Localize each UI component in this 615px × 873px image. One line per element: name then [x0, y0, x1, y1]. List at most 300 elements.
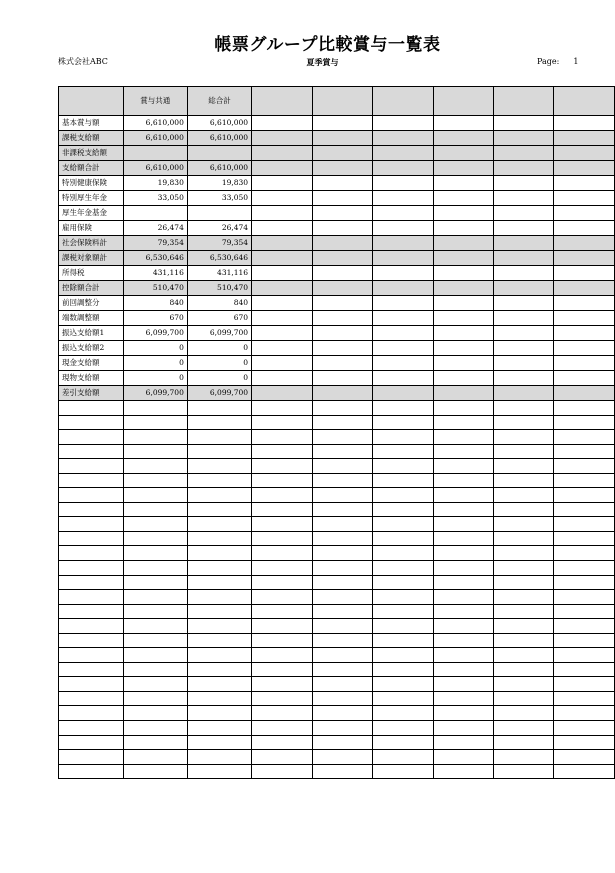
empty-cell: [252, 677, 312, 692]
empty-row: [59, 721, 615, 736]
empty-cell: [433, 662, 493, 677]
row-value: 6,530,646: [123, 251, 187, 266]
empty-cell: [123, 415, 187, 430]
empty-cell: [554, 662, 615, 677]
empty-cell: [59, 721, 124, 736]
empty-cell: [59, 444, 124, 459]
empty-cell: [373, 191, 433, 206]
empty-cell: [494, 459, 554, 474]
table-row: [59, 281, 615, 296]
empty-cell: [373, 311, 433, 326]
empty-row: [59, 691, 615, 706]
empty-cell: [494, 116, 554, 131]
empty-cell: [554, 590, 615, 605]
table-row: [59, 251, 615, 266]
empty-cell: [312, 236, 372, 251]
empty-cell: [554, 415, 615, 430]
empty-cell: [433, 604, 493, 619]
empty-cell: [494, 691, 554, 706]
empty-cell: [123, 473, 187, 488]
empty-row: [59, 619, 615, 634]
empty-cell: [59, 662, 124, 677]
empty-cell: [433, 386, 493, 401]
empty-cell: [494, 281, 554, 296]
empty-cell: [252, 371, 312, 386]
empty-cell: [59, 415, 124, 430]
empty-cell: [187, 502, 251, 517]
empty-row: [59, 473, 615, 488]
empty-cell: [433, 459, 493, 474]
column-header: 総合計: [187, 87, 251, 116]
row-label: 課税支給額: [59, 131, 124, 146]
empty-cell: [554, 236, 615, 251]
empty-cell: [494, 131, 554, 146]
empty-cell: [252, 221, 312, 236]
empty-row: [59, 604, 615, 619]
empty-cell: [187, 677, 251, 692]
empty-cell: [494, 764, 554, 779]
table-row: [59, 356, 615, 371]
empty-cell: [123, 546, 187, 561]
empty-cell: [252, 633, 312, 648]
empty-cell: [433, 677, 493, 692]
row-value: 6,610,000: [123, 116, 187, 131]
empty-cell: [312, 131, 372, 146]
row-label: 現金支給額: [59, 356, 124, 371]
empty-row: [59, 662, 615, 677]
empty-cell: [312, 619, 372, 634]
empty-cell: [554, 430, 615, 445]
empty-row: [59, 648, 615, 663]
table-row: [59, 386, 615, 401]
empty-cell: [554, 386, 615, 401]
empty-cell: [494, 311, 554, 326]
empty-cell: [494, 296, 554, 311]
empty-cell: [554, 575, 615, 590]
empty-cell: [187, 430, 251, 445]
empty-cell: [312, 281, 372, 296]
empty-cell: [252, 341, 312, 356]
column-header: 賞与共通: [123, 87, 187, 116]
empty-cell: [494, 531, 554, 546]
empty-cell: [433, 430, 493, 445]
empty-cell: [252, 691, 312, 706]
empty-cell: [312, 691, 372, 706]
empty-cell: [373, 401, 433, 416]
empty-cell: [187, 706, 251, 721]
empty-cell: [373, 131, 433, 146]
empty-cell: [494, 604, 554, 619]
empty-cell: [123, 604, 187, 619]
empty-cell: [252, 116, 312, 131]
empty-cell: [123, 488, 187, 503]
empty-cell: [252, 206, 312, 221]
empty-cell: [373, 750, 433, 765]
table-row: [59, 371, 615, 386]
empty-cell: [433, 116, 493, 131]
empty-cell: [433, 296, 493, 311]
empty-cell: [373, 356, 433, 371]
empty-cell: [494, 488, 554, 503]
empty-cell: [312, 116, 372, 131]
row-value: 6,610,000: [187, 116, 251, 131]
empty-cell: [312, 326, 372, 341]
empty-cell: [373, 561, 433, 576]
empty-cell: [59, 619, 124, 634]
empty-cell: [373, 619, 433, 634]
empty-cell: [433, 735, 493, 750]
empty-cell: [312, 546, 372, 561]
row-label: 差引支給額: [59, 386, 124, 401]
empty-cell: [494, 251, 554, 266]
empty-cell: [59, 735, 124, 750]
empty-cell: [494, 176, 554, 191]
table-row: [59, 176, 615, 191]
row-value: 510,470: [123, 281, 187, 296]
row-label: 社会保険料計: [59, 236, 124, 251]
empty-cell: [494, 721, 554, 736]
row-value: 6,610,000: [187, 161, 251, 176]
empty-cell: [187, 517, 251, 532]
empty-cell: [187, 662, 251, 677]
empty-cell: [59, 401, 124, 416]
empty-cell: [123, 677, 187, 692]
empty-cell: [433, 706, 493, 721]
empty-cell: [433, 691, 493, 706]
empty-cell: [252, 176, 312, 191]
row-label: 前回調整分: [59, 296, 124, 311]
empty-cell: [373, 721, 433, 736]
row-value: 79,354: [123, 236, 187, 251]
empty-cell: [59, 706, 124, 721]
empty-row: [59, 517, 615, 532]
empty-cell: [554, 176, 615, 191]
empty-cell: [312, 735, 372, 750]
empty-cell: [373, 296, 433, 311]
empty-row: [59, 401, 615, 416]
empty-cell: [312, 459, 372, 474]
row-label: 振込支給額1: [59, 326, 124, 341]
empty-cell: [312, 677, 372, 692]
empty-cell: [252, 619, 312, 634]
row-label: 厚生年金基金: [59, 206, 124, 221]
empty-cell: [554, 706, 615, 721]
empty-cell: [312, 341, 372, 356]
empty-cell: [123, 502, 187, 517]
empty-cell: [123, 444, 187, 459]
empty-cell: [494, 356, 554, 371]
empty-cell: [373, 691, 433, 706]
empty-cell: [252, 401, 312, 416]
empty-cell: [123, 706, 187, 721]
row-value: 0: [187, 356, 251, 371]
row-value: 6,099,700: [187, 326, 251, 341]
empty-cell: [59, 677, 124, 692]
empty-cell: [123, 401, 187, 416]
empty-cell: [554, 401, 615, 416]
empty-cell: [433, 473, 493, 488]
empty-cell: [494, 430, 554, 445]
empty-cell: [433, 444, 493, 459]
empty-cell: [312, 386, 372, 401]
empty-cell: [373, 386, 433, 401]
empty-cell: [123, 517, 187, 532]
empty-cell: [252, 415, 312, 430]
empty-cell: [59, 590, 124, 605]
empty-cell: [312, 206, 372, 221]
empty-cell: [433, 517, 493, 532]
empty-cell: [373, 575, 433, 590]
empty-cell: [494, 633, 554, 648]
row-value: 510,470: [187, 281, 251, 296]
empty-cell: [554, 721, 615, 736]
empty-cell: [312, 146, 372, 161]
empty-cell: [312, 517, 372, 532]
empty-cell: [252, 326, 312, 341]
empty-cell: [433, 191, 493, 206]
empty-cell: [123, 590, 187, 605]
empty-cell: [312, 191, 372, 206]
table-row: [59, 266, 615, 281]
row-label: 課税対象額計: [59, 251, 124, 266]
empty-cell: [59, 691, 124, 706]
empty-cell: [373, 161, 433, 176]
empty-cell: [373, 341, 433, 356]
empty-cell: [312, 488, 372, 503]
empty-row: [59, 590, 615, 605]
row-label: 端数調整額: [59, 311, 124, 326]
empty-cell: [252, 517, 312, 532]
empty-cell: [494, 146, 554, 161]
empty-row: [59, 546, 615, 561]
empty-row: [59, 764, 615, 779]
empty-cell: [59, 604, 124, 619]
row-value: 6,610,000: [187, 131, 251, 146]
empty-cell: [433, 146, 493, 161]
empty-cell: [252, 251, 312, 266]
empty-cell: [373, 488, 433, 503]
empty-cell: [554, 371, 615, 386]
row-value: 670: [187, 311, 251, 326]
empty-cell: [187, 750, 251, 765]
row-value: 431,116: [187, 266, 251, 281]
empty-cell: [433, 415, 493, 430]
empty-cell: [433, 161, 493, 176]
empty-cell: [187, 619, 251, 634]
empty-cell: [312, 502, 372, 517]
empty-cell: [494, 546, 554, 561]
empty-cell: [554, 131, 615, 146]
empty-cell: [433, 221, 493, 236]
empty-row: [59, 531, 615, 546]
empty-cell: [252, 531, 312, 546]
empty-cell: [312, 251, 372, 266]
empty-cell: [312, 444, 372, 459]
row-label: 特別健康保険: [59, 176, 124, 191]
empty-cell: [373, 633, 433, 648]
row-label: 非課税支給額: [59, 146, 124, 161]
row-value: [123, 146, 187, 161]
empty-cell: [187, 648, 251, 663]
empty-cell: [554, 116, 615, 131]
empty-cell: [252, 131, 312, 146]
row-value: 26,474: [187, 221, 251, 236]
empty-cell: [123, 662, 187, 677]
company-name: 株式会社ABC: [58, 57, 108, 66]
empty-cell: [252, 236, 312, 251]
empty-cell: [252, 575, 312, 590]
empty-cell: [187, 415, 251, 430]
table-row: [59, 146, 615, 161]
empty-cell: [494, 415, 554, 430]
empty-cell: [252, 386, 312, 401]
empty-cell: [554, 459, 615, 474]
empty-cell: [252, 281, 312, 296]
empty-cell: [187, 575, 251, 590]
empty-cell: [252, 764, 312, 779]
empty-cell: [123, 575, 187, 590]
empty-cell: [494, 706, 554, 721]
empty-row: [59, 575, 615, 590]
empty-cell: [252, 706, 312, 721]
page-indicator: [537, 57, 578, 66]
empty-cell: [554, 488, 615, 503]
row-value: 6,099,700: [187, 386, 251, 401]
empty-cell: [59, 764, 124, 779]
empty-cell: [252, 191, 312, 206]
empty-cell: [554, 326, 615, 341]
empty-cell: [433, 502, 493, 517]
empty-cell: [312, 706, 372, 721]
empty-cell: [312, 590, 372, 605]
empty-cell: [554, 266, 615, 281]
empty-cell: [123, 750, 187, 765]
report-title: 帳票グループ比較賞与一覧表: [214, 35, 441, 55]
empty-cell: [123, 648, 187, 663]
empty-cell: [187, 531, 251, 546]
row-label: 現物支給額: [59, 371, 124, 386]
empty-cell: [373, 116, 433, 131]
empty-cell: [554, 691, 615, 706]
row-label: 雇用保険: [59, 221, 124, 236]
row-value: 33,050: [187, 191, 251, 206]
empty-cell: [59, 459, 124, 474]
empty-row: [59, 677, 615, 692]
row-value: 33,050: [123, 191, 187, 206]
empty-cell: [554, 311, 615, 326]
table-row: [59, 341, 615, 356]
empty-cell: [123, 735, 187, 750]
empty-cell: [494, 326, 554, 341]
table-row: [59, 161, 615, 176]
empty-cell: [252, 311, 312, 326]
empty-cell: [312, 473, 372, 488]
table-row: [59, 236, 615, 251]
row-label: 支給額合計: [59, 161, 124, 176]
empty-cell: [373, 221, 433, 236]
row-value: 0: [123, 356, 187, 371]
empty-cell: [373, 251, 433, 266]
empty-cell: [433, 266, 493, 281]
empty-cell: [252, 161, 312, 176]
empty-cell: [554, 161, 615, 176]
empty-cell: [433, 531, 493, 546]
empty-cell: [252, 473, 312, 488]
row-value: 79,354: [187, 236, 251, 251]
empty-cell: [252, 502, 312, 517]
empty-cell: [252, 146, 312, 161]
empty-cell: [187, 401, 251, 416]
empty-cell: [373, 473, 433, 488]
row-value: [187, 206, 251, 221]
empty-cell: [554, 633, 615, 648]
empty-cell: [554, 221, 615, 236]
empty-cell: [312, 430, 372, 445]
table-row: [59, 311, 615, 326]
empty-cell: [494, 662, 554, 677]
empty-cell: [312, 633, 372, 648]
empty-cell: [252, 459, 312, 474]
empty-row: [59, 488, 615, 503]
table-row: [59, 116, 615, 131]
empty-cell: [433, 488, 493, 503]
empty-cell: [59, 517, 124, 532]
table-row: [59, 296, 615, 311]
empty-cell: [252, 721, 312, 736]
empty-cell: [312, 750, 372, 765]
empty-cell: [312, 176, 372, 191]
empty-cell: [494, 444, 554, 459]
column-header: [59, 87, 124, 116]
empty-cell: [373, 502, 433, 517]
empty-cell: [494, 735, 554, 750]
empty-cell: [554, 648, 615, 663]
empty-cell: [312, 531, 372, 546]
empty-row: [59, 415, 615, 430]
empty-cell: [373, 326, 433, 341]
empty-cell: [554, 473, 615, 488]
empty-cell: [433, 131, 493, 146]
empty-cell: [373, 531, 433, 546]
table-row: [59, 131, 615, 146]
row-label: 振込支給額2: [59, 341, 124, 356]
empty-cell: [373, 677, 433, 692]
empty-row: [59, 430, 615, 445]
empty-row: [59, 735, 615, 750]
empty-cell: [312, 415, 372, 430]
empty-cell: [187, 633, 251, 648]
row-label: 特別厚生年金: [59, 191, 124, 206]
empty-cell: [554, 677, 615, 692]
empty-cell: [433, 371, 493, 386]
empty-cell: [123, 459, 187, 474]
empty-cell: [187, 590, 251, 605]
empty-cell: [123, 633, 187, 648]
empty-row: [59, 502, 615, 517]
empty-cell: [494, 191, 554, 206]
empty-cell: [494, 386, 554, 401]
empty-cell: [187, 604, 251, 619]
empty-cell: [554, 517, 615, 532]
empty-cell: [187, 488, 251, 503]
empty-cell: [312, 311, 372, 326]
empty-cell: [373, 430, 433, 445]
empty-cell: [373, 266, 433, 281]
empty-cell: [494, 473, 554, 488]
empty-cell: [312, 662, 372, 677]
empty-cell: [554, 531, 615, 546]
empty-cell: [252, 356, 312, 371]
